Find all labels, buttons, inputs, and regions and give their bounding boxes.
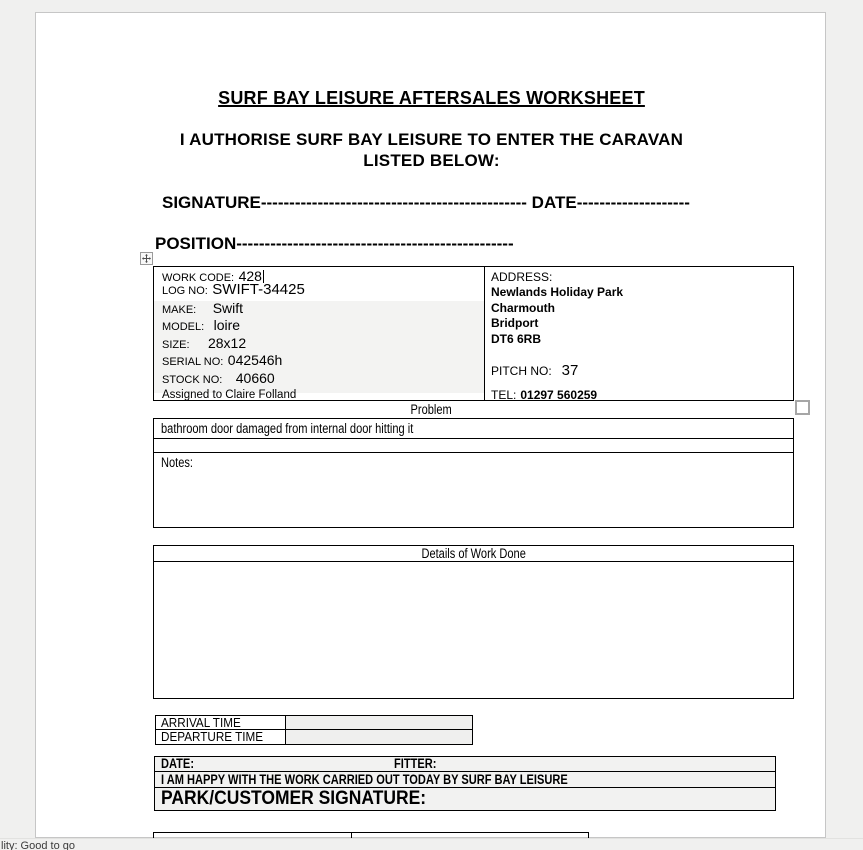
tel-label: TEL: (491, 388, 517, 402)
position-label: POSITION (155, 234, 237, 253)
address-lines (485, 285, 793, 347)
accessibility-status[interactable]: lity: Good to go (1, 840, 75, 850)
stock-no-label: STOCK NO: (162, 373, 223, 386)
departure-time-label-cell[interactable] (156, 730, 286, 744)
status-bar (0, 838, 863, 850)
problem-header-row (153, 402, 710, 417)
departure-time-value-cell[interactable] (286, 730, 472, 744)
authorisation-line-2: LISTED BELOW: (363, 151, 500, 170)
arrival-time-row (156, 716, 472, 730)
pitch-no-label: PITCH NO: (491, 364, 552, 378)
position-dash-rule: ------------------------------------------------- (236, 234, 514, 253)
make-label: MAKE: (162, 304, 197, 316)
stock-no-row (154, 371, 484, 388)
times-table (155, 715, 473, 745)
tel-value: 01297 560259 (520, 388, 598, 402)
caravan-details-cell[interactable] (154, 267, 484, 400)
signature-dash-rule: ----------------------------------------------- (260, 193, 527, 212)
stock-no-value: 40660 (235, 369, 275, 386)
problem-empty-cell[interactable] (154, 439, 793, 453)
log-no-value: SWIFT-34425 (212, 281, 305, 298)
tel-row (491, 388, 597, 402)
arrival-time-value-cell[interactable] (286, 716, 472, 729)
happy-statement: I AM HAPPY WITH THE WORK CARRIED OUT TODAY BY SURF BAY LEISURE (161, 772, 568, 787)
address-label: ADDRESS: (491, 270, 553, 284)
fitter-label: FITTER: (394, 756, 437, 771)
log-no-row (154, 282, 484, 298)
customer-signature-row[interactable] (155, 788, 775, 810)
signature-date-line (162, 193, 690, 213)
work-code-label: WORK CODE: (162, 272, 235, 284)
model-value: loire (213, 317, 241, 334)
serial-no-value: 042546h (227, 352, 283, 369)
table-resize-handle[interactable] (795, 400, 810, 415)
table-move-handle[interactable] (140, 252, 153, 265)
problem-text: bathroom door damaged from internal door hitting it (161, 421, 414, 436)
work-done-body-cell[interactable] (154, 562, 793, 698)
date-label: DATE (531, 193, 577, 212)
size-value: 28x12 (207, 334, 247, 351)
address-line: Newlands Holiday Park (491, 285, 624, 299)
document-title: SURF BAY LEISURE AFTERSALES WORKSHEET (218, 88, 645, 108)
size-row (154, 336, 484, 353)
notes-label: Notes: (161, 455, 194, 470)
pitch-no-value: 37 (561, 362, 579, 379)
arrival-time-label: ARRIVAL TIME (161, 715, 241, 730)
departure-time-label: DEPARTURE TIME (161, 729, 264, 744)
date-fitter-row[interactable] (155, 757, 775, 772)
problem-header: Problem (410, 402, 453, 417)
make-value: Swift (212, 300, 244, 316)
work-code-value: 428 (238, 268, 262, 284)
caravan-details-table (153, 266, 794, 401)
sign-off-table (154, 756, 776, 811)
authorisation-line-1: I AUTHORISE SURF BAY LEISURE TO ENTER THE CARAVAN (179, 130, 684, 149)
document-title-wrap (153, 88, 710, 109)
problem-table (153, 418, 794, 528)
assigned-to-row: Assigned to Claire Folland (162, 389, 297, 402)
customer-signature-label: PARK/CUSTOMER SIGNATURE: (161, 788, 427, 809)
address-line: DT6 6RB (491, 331, 542, 346)
work-done-header: Details of Work Done (421, 546, 526, 561)
position-line (155, 234, 514, 254)
address-line: Charmouth (491, 300, 555, 315)
serial-no-row (154, 353, 484, 370)
work-done-table (153, 545, 794, 699)
model-label: MODEL: (162, 321, 205, 334)
address-line: Bridport (491, 316, 539, 331)
signature-label: SIGNATURE (162, 193, 261, 212)
work-code-row (154, 267, 484, 282)
notes-cell[interactable] (154, 453, 793, 527)
work-done-header-cell[interactable] (154, 546, 793, 562)
caravan-shaded-rows (154, 300, 484, 402)
make-row (154, 301, 484, 318)
arrival-time-label-cell[interactable] (156, 716, 286, 729)
departure-time-row (156, 730, 472, 744)
authorisation-text (153, 129, 710, 171)
model-row (154, 318, 484, 335)
size-label: SIZE: (162, 338, 190, 351)
four-way-arrow-icon (142, 254, 151, 263)
problem-text-cell[interactable] (154, 419, 793, 439)
address-cell[interactable] (484, 267, 793, 400)
happy-statement-row[interactable] (155, 772, 775, 788)
signoff-date-label: DATE: (161, 756, 195, 771)
pitch-no-row (491, 362, 578, 379)
serial-no-label: SERIAL NO: (162, 356, 224, 369)
log-no-label: LOG NO: (162, 285, 208, 297)
date-dash-rule: -------------------- (576, 193, 690, 212)
